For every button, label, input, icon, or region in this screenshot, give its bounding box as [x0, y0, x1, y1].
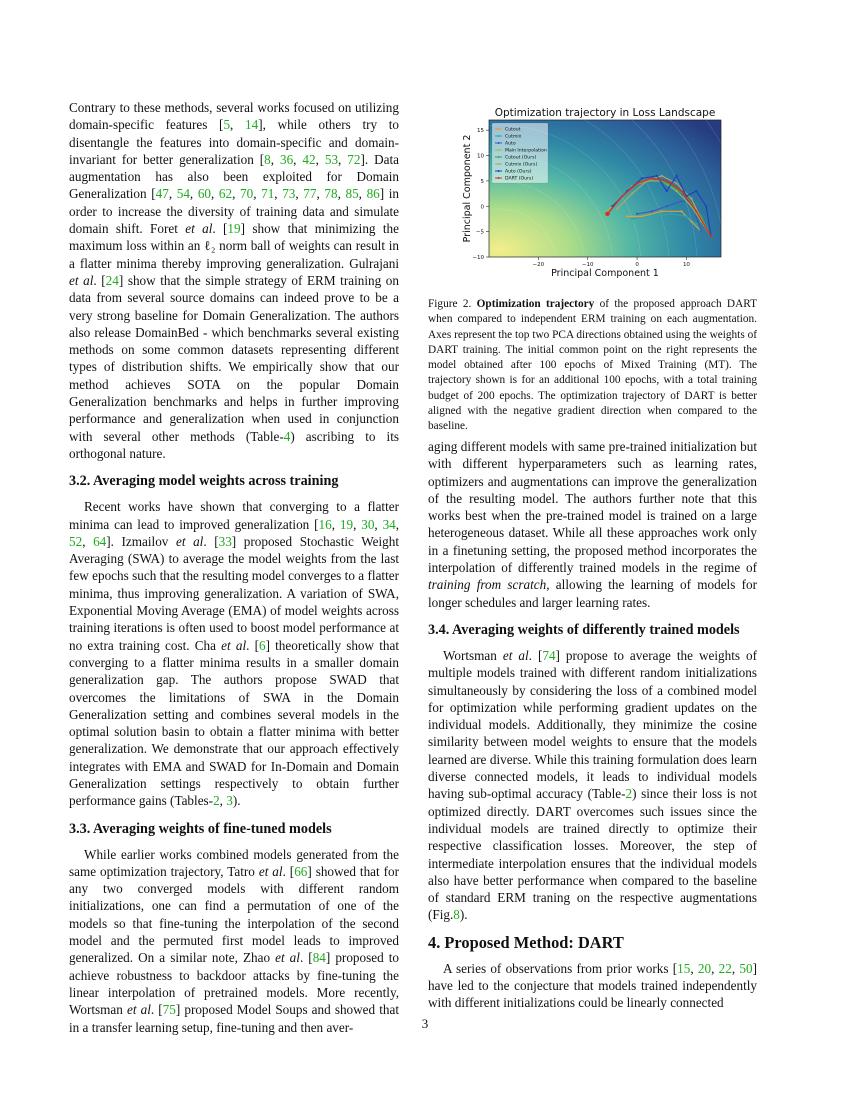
legend-marker [498, 170, 500, 172]
legend-label: Cutout [505, 127, 521, 133]
legend-marker [498, 177, 500, 179]
right-paragraph-1: aging different models with same pre-trained initialization but with different hyperparameters such as learning rates, optimizers and augmentations can improve the generalization of the resulting model. The authors further note that this works best when the pre-trained model is trained on a large heterogeneous dataset. While all these approaches work only in a finetuning setting, the proposed method incorporates the interpolation of differently trained models in the regime of training from scratch, allowing the learning of models for longer schedules and larger learning rates. [428, 439, 757, 610]
caption-label: Figure 2. [428, 298, 472, 310]
data-point [680, 210, 682, 212]
data-point [675, 182, 677, 184]
x-tick-label: 10 [682, 262, 690, 268]
citation-link[interactable]: 5 [223, 117, 231, 133]
x-tick-label: 0 [635, 262, 639, 268]
citation-link[interactable]: 19 [339, 516, 354, 532]
y-tick-label: 15 [477, 128, 484, 135]
citation-link[interactable]: 78 [324, 186, 338, 202]
left-paragraph-2: Recent works have shown that converging to a flatter minima can lead to improved generalization [16, 19, 30, 34, 52, 64]. Izmailov et al. [33] proposed Stochastic Weight Averaging (SWA) to average the model weights from the last few epochs such that the resulting model converges to a flatter minima, thus improving generalization. A variation of SWA, Exponential Moving Average (EMA) of model weights across training iterations is often used to boost model performance at no extra training cost. Cha et al. [6] theoretically show that converging to a flatter minima results in a smaller domain generalization gap. The authors propose SWAD that overcomes the limitations of SWA in the Domain Generalization setting and combines several models in the optimal solution basin to obtain a flatter minima with better generalization. We demonstrate that our approach effectively integrates with EMA and SWAD for In-Domain and Domain Generalization settings respectively to obtain further performance gains (Tables-2, 3). [69, 499, 400, 809]
citation-link[interactable]: 72 [347, 151, 361, 167]
citation-link[interactable]: 50 [739, 960, 753, 976]
data-point [680, 190, 682, 192]
dart-end-marker [605, 212, 609, 216]
y-tick-label: −10 [472, 255, 484, 261]
data-point [661, 175, 663, 177]
legend-label: Cutout (Ours) [505, 155, 537, 161]
citation-link[interactable]: 77 [303, 186, 317, 202]
legend-label: Cutmix [505, 134, 522, 140]
citation-link[interactable]: 3 [226, 793, 233, 809]
citation-link[interactable]: 71 [261, 186, 275, 202]
data-point [690, 198, 692, 200]
legend-marker [498, 163, 500, 165]
citation-link[interactable]: 4 [283, 428, 291, 444]
chart-title: Optimization trajectory in Loss Landscape [494, 107, 716, 119]
page-number: 3 [421, 1016, 429, 1031]
legend-marker [498, 128, 500, 130]
data-point [656, 175, 658, 177]
citation-link[interactable]: 74 [542, 647, 556, 663]
data-point [616, 208, 618, 210]
legend-label: Main Interpolation [505, 148, 547, 154]
citation-link[interactable]: 6 [258, 637, 266, 653]
left-column [69, 99, 399, 1036]
citation-link[interactable]: 30 [361, 516, 375, 532]
citation-link[interactable]: 22 [718, 960, 732, 976]
data-point [666, 190, 668, 192]
data-point [695, 223, 697, 225]
data-point [666, 180, 668, 182]
data-point [651, 215, 653, 217]
citation-link[interactable]: 70 [240, 186, 254, 202]
citation-link[interactable]: 64 [93, 533, 107, 549]
right-column [428, 438, 757, 1012]
citation-link[interactable]: 2 [625, 786, 633, 802]
section-4-heading: 4. Proposed Method: DART [428, 932, 624, 952]
citation-link[interactable]: 60 [197, 186, 211, 202]
y-tick-label: 0 [480, 204, 484, 211]
data-point [631, 218, 633, 220]
data-point [695, 210, 697, 212]
legend-marker [498, 156, 500, 158]
optimization-trajectory-chart [459, 104, 725, 280]
right-paragraph-3: A series of observations from prior works [15, 20, 22, 50] have led to the conjecture that models trained independently with different initializations could be linearly connected [428, 960, 758, 1011]
data-point [621, 195, 623, 197]
data-point [626, 215, 628, 217]
right-paragraph-2: Wortsman et al. [74] propose to average the weights of multiple models trained with different random initializations simultaneously by considering the loss of a combined model for optimization while performing gradient updates on the individual models. Additionally, they minimize the cosine similarity between model weights to ensure that the models learned are diverse. While this training formulation does learn diverse connected models, it leads to individual models having sub-optimal accuracy (Table-2) since their loss is not optimized directly. DART overcomes such issues since the individual models are trained directly to optimize their respective classification losses. Moreover, the step of intermediate interpolation ensures that the individual models also have better performance when compared to the baseline of standard ERM traning on the respective augmentations (Fig.8). [428, 647, 757, 923]
citation-link[interactable]: 52 [69, 533, 83, 549]
citation-link[interactable]: 54 [176, 186, 190, 202]
citation-link[interactable]: 2 [213, 793, 220, 809]
citation-link[interactable]: 36 [279, 151, 294, 167]
data-point [671, 213, 673, 215]
data-point [661, 210, 663, 212]
legend-marker [498, 149, 500, 151]
citation-link[interactable]: 34 [382, 516, 396, 532]
x-tick-label: −10 [581, 262, 594, 268]
section-3-4-heading: 3.4. Averaging weights of differently trained models [428, 621, 740, 638]
y-tick-label: 10 [477, 153, 484, 160]
data-point [710, 236, 712, 238]
y-tick-label: −5 [475, 229, 484, 236]
citation-link[interactable]: 73 [282, 186, 296, 202]
legend-label: Auto (Ours) [505, 169, 532, 175]
data-point [636, 213, 638, 215]
data-point [631, 192, 633, 194]
legend-marker [498, 135, 500, 137]
left-paragraph-3: While earlier works combined models generated from the same optimization trajectory, Tatro et al. [66] showed that for any two converged models with different random initializations, one can find a permutation of one of the models so that fine-tuning the interpolation of the second model and the permuted first model leads to improved generalized. On a similar note, Zhao et al. [84] proposed to achieve robustness to backdoor attacks by fine-tuning the linear interpolation of pretrained models. More recently, Wortsman et al. [75] proposed Model Soups and showed that in a transfer learning setup, fine-tuning and then aver- [69, 846, 399, 1035]
data-point [685, 215, 687, 217]
x-tick-label: −20 [532, 262, 545, 268]
left-paragraph-1: Contrary to these methods, several works focused on utilizing domain-specific features [5, 14], while others try to disentangle the features into domain-specific and domain-invariant for better generalization [8, 36, 42, 53, 72]. Data augmentation has also been exploited for Domain Generalization [47, 54, 60, 62, 70, 71, 73, 77, 78, 85, 86] in order to increase the diversity of training data and simulate domain shift. Foret et al. [19] show that minimizing the maximum loss within an ℓ₂ norm ball of weights can result in a flatter minima thereby improving generalization. Gulrajani et al. [24] show that the simple strategy of ERM training on data from several source domains can indeed prove to be a very strong baseline for Domain Generalization. The authors also release DomainBed - which benchmarks several existing methods on some common datasets representing different types of distribution shifts. We empirically show that our method achieves SOTA on the popular Domain Generalization benchmarks and helps in further improving performance and generalization when used in conjunction with several other methods (Table-4) ascribing to its orthogonal nature. [69, 100, 400, 461]
legend-label: DART (Ours) [505, 176, 534, 182]
caption-bold: Optimization trajectory [476, 298, 595, 310]
citation-link[interactable]: 84 [312, 950, 326, 966]
figure-2 [459, 104, 725, 280]
citation-link[interactable]: 15 [677, 960, 691, 976]
data-point [675, 175, 677, 177]
legend-marker [498, 142, 500, 144]
legend-label: Auto [505, 141, 516, 147]
citation-link[interactable]: 85 [345, 186, 359, 202]
citation-link[interactable]: 86 [366, 186, 380, 202]
data-point [651, 210, 653, 212]
data-point [651, 177, 653, 179]
y-tick-label: 5 [480, 178, 484, 185]
data-point [700, 231, 702, 233]
citation-link[interactable]: 8 [264, 151, 271, 167]
citation-link[interactable]: 62 [218, 186, 233, 202]
citation-link[interactable]: 24 [105, 272, 119, 288]
data-point [636, 182, 638, 184]
citation-link[interactable]: 75 [162, 1002, 176, 1018]
citation-link[interactable]: 8 [453, 907, 460, 923]
citation-link[interactable]: 53 [324, 151, 339, 167]
data-point [695, 190, 697, 192]
legend-label: Cutmix (Ours) [505, 162, 538, 168]
citation-link[interactable]: 42 [302, 151, 316, 167]
data-point [666, 205, 668, 207]
caption-text: of the proposed approach DART when compared to independent ERM training on each augmentation. Axes represent the top two PCA directions obtained using the weights of DART training. The initial common point on the right represents the model obtained after 100 epochs of Mixed Training (MT). The trajectory shown is for an additional 100 epochs, with a total training budget of 200 epochs. The optimization trajectory of DART is better aligned with the negative gradient direction when compared to the baseline. [428, 298, 757, 433]
citation-link[interactable]: 33 [218, 533, 232, 549]
citation-link[interactable]: 20 [697, 960, 712, 976]
section-3-2-heading: 3.2. Averaging model weights across training [69, 473, 339, 490]
data-point [705, 205, 707, 207]
chart-legend [492, 123, 548, 183]
citation-link[interactable]: 19 [227, 221, 241, 237]
figure-2-caption [428, 297, 757, 435]
x-axis-label: Principal Component 1 [551, 268, 659, 279]
citation-link[interactable]: 47 [155, 186, 169, 202]
data-point [641, 177, 643, 179]
citation-link[interactable]: 14 [245, 117, 259, 133]
citation-link[interactable]: 66 [294, 863, 308, 879]
y-axis-label: Principal Component 2 [462, 134, 473, 243]
data-point [680, 200, 682, 202]
section-3-3-heading: 3.3. Averaging weights of fine-tuned models [69, 820, 332, 837]
citation-link[interactable]: 16 [318, 516, 332, 532]
